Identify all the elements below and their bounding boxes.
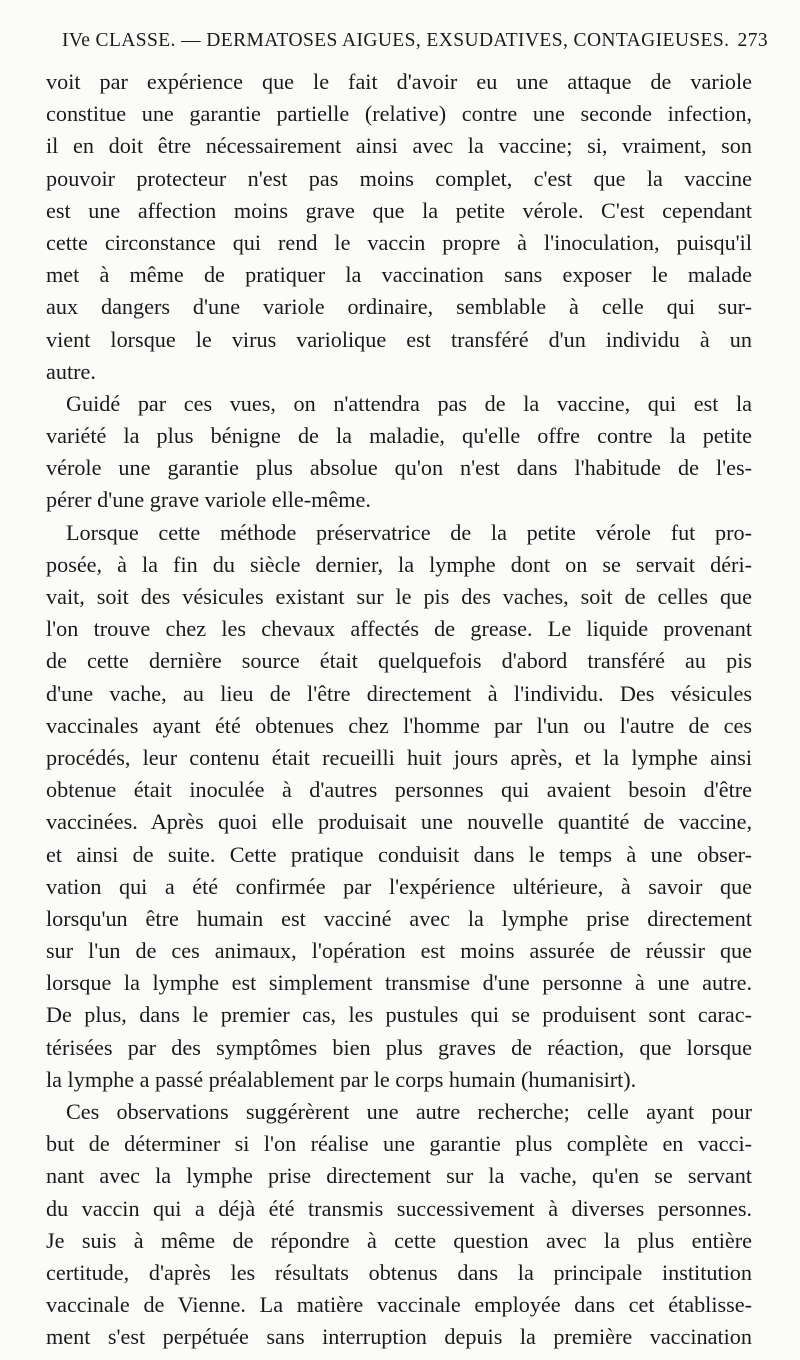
text-line: l'on trouve chez les chevaux affectés de grease. Le liquide provenant (46, 616, 752, 642)
running-head (62, 30, 768, 60)
text-line: obtenue était inoculée à d'autres personnes qui avaient besoin d'être (46, 777, 752, 803)
text-line: variété la plus bénigne de la maladie, qu'elle offre contre la petite (46, 423, 752, 449)
text-line: du vaccin qui a déjà été transmis successivement à diverses personnes. (46, 1195, 752, 1221)
text-line: pouvoir protecteur n'est pas moins complet, c'est que la vaccine (46, 165, 752, 191)
text-line: d'une vache, au lieu de l'être directement à l'individu. Des vésicules (46, 680, 752, 706)
text-line: aux dangers d'une variole ordinaire, semblable à celle qui sur- (46, 294, 752, 320)
text-line: Lorsque cette méthode préservatrice de la petite vérole fut pro- (66, 519, 752, 545)
text-line: de cette dernière source était quelquefois d'abord transféré au pis (46, 648, 752, 674)
text-line: térisées par des symptômes bien plus graves de réaction, que lorsque (46, 1034, 752, 1060)
text-line: Je suis à même de répondre à cette question avec la plus entière (46, 1227, 752, 1253)
text-line: procédés, leur contenu était recueilli huit jours après, et la lymphe ainsi (46, 744, 752, 770)
text-line: but de déterminer si l'on réalise une garantie plus complète en vacci- (46, 1131, 752, 1157)
text-line: Ces observations suggérèrent une autre recherche; celle ayant pour (66, 1099, 752, 1124)
text-line: et ainsi de suite. Cette pratique conduisit dans le temps à une obser- (46, 841, 752, 867)
text-line: vaccinales ayant été obtenues chez l'homme par l'un ou l'autre de ces (46, 712, 752, 738)
text-line: ment s'est perpétuée sans interruption depuis la première vaccination (46, 1324, 752, 1350)
text-line: De plus, dans le premier cas, les pustules qui se produisent sont carac- (46, 1002, 752, 1028)
text-line: constitue une garantie partielle (relative) contre une seconde infection, (46, 101, 752, 127)
text-line: lorsque la lymphe est simplement transmise d'une personne à une autre. (46, 970, 752, 996)
text-line: pérer d'une grave variole elle-même. (46, 487, 371, 513)
text-line: autre. (46, 358, 96, 384)
text-line: sur l'un de ces animaux, l'opération est moins assurée de réussir que (46, 938, 752, 964)
text-line: vient lorsque le virus variolique est transféré d'un individu à un (46, 326, 752, 352)
page-number: 273 (737, 30, 768, 51)
text-line: certitude, d'après les résultats obtenus dans la principale institution (46, 1259, 752, 1285)
text-line: met à même de pratiquer la vaccination sans exposer le malade (46, 262, 752, 288)
text-line: posée, à la fin du siècle dernier, la lymphe dont on se servait déri- (46, 551, 752, 577)
text-line: voit par expérience que le fait d'avoir eu une attaque de variole (46, 69, 752, 94)
text-line: lorsqu'un être humain est vacciné avec la lymphe prise directement (46, 905, 752, 931)
text-line: vérole une garantie plus absolue qu'on n'est dans l'habitude de l'es- (46, 455, 752, 481)
text-line: nant avec la lymphe prise directement sur la vache, qu'en se servant (46, 1163, 752, 1189)
text-line: il en doit être nécessairement ainsi avec la vaccine; si, vraiment, son (46, 133, 752, 159)
text-line: vait, soit des vésicules existant sur le pis des vaches, soit de celles que (46, 584, 752, 609)
text-line: la lymphe a passé préalablement par le corps humain (humanisirt). (46, 1066, 637, 1092)
text-line: cette circonstance qui rend le vaccin propre à l'inoculation, puisqu'il (46, 229, 752, 255)
text-line: vation qui a été confirmée par l'expérience ultérieure, à savoir que (46, 873, 752, 899)
text-line: est une affection moins grave que la petite vérole. C'est cependant (46, 197, 752, 223)
running-head-title: IVe CLASSE. — DERMATOSES AIGUES, EXSUDATIVES, CONTAGIEUSES. (62, 30, 730, 51)
body-text (46, 66, 752, 1354)
text-line: Guidé par ces vues, on n'attendra pas de la vaccine, qui est la (66, 390, 752, 416)
text-line: vaccinale de Vienne. La matière vaccinale employée dans cet établisse- (46, 1292, 752, 1318)
text-line: vaccinées. Après quoi elle produisait une nouvelle quantité de vaccine, (46, 809, 752, 835)
